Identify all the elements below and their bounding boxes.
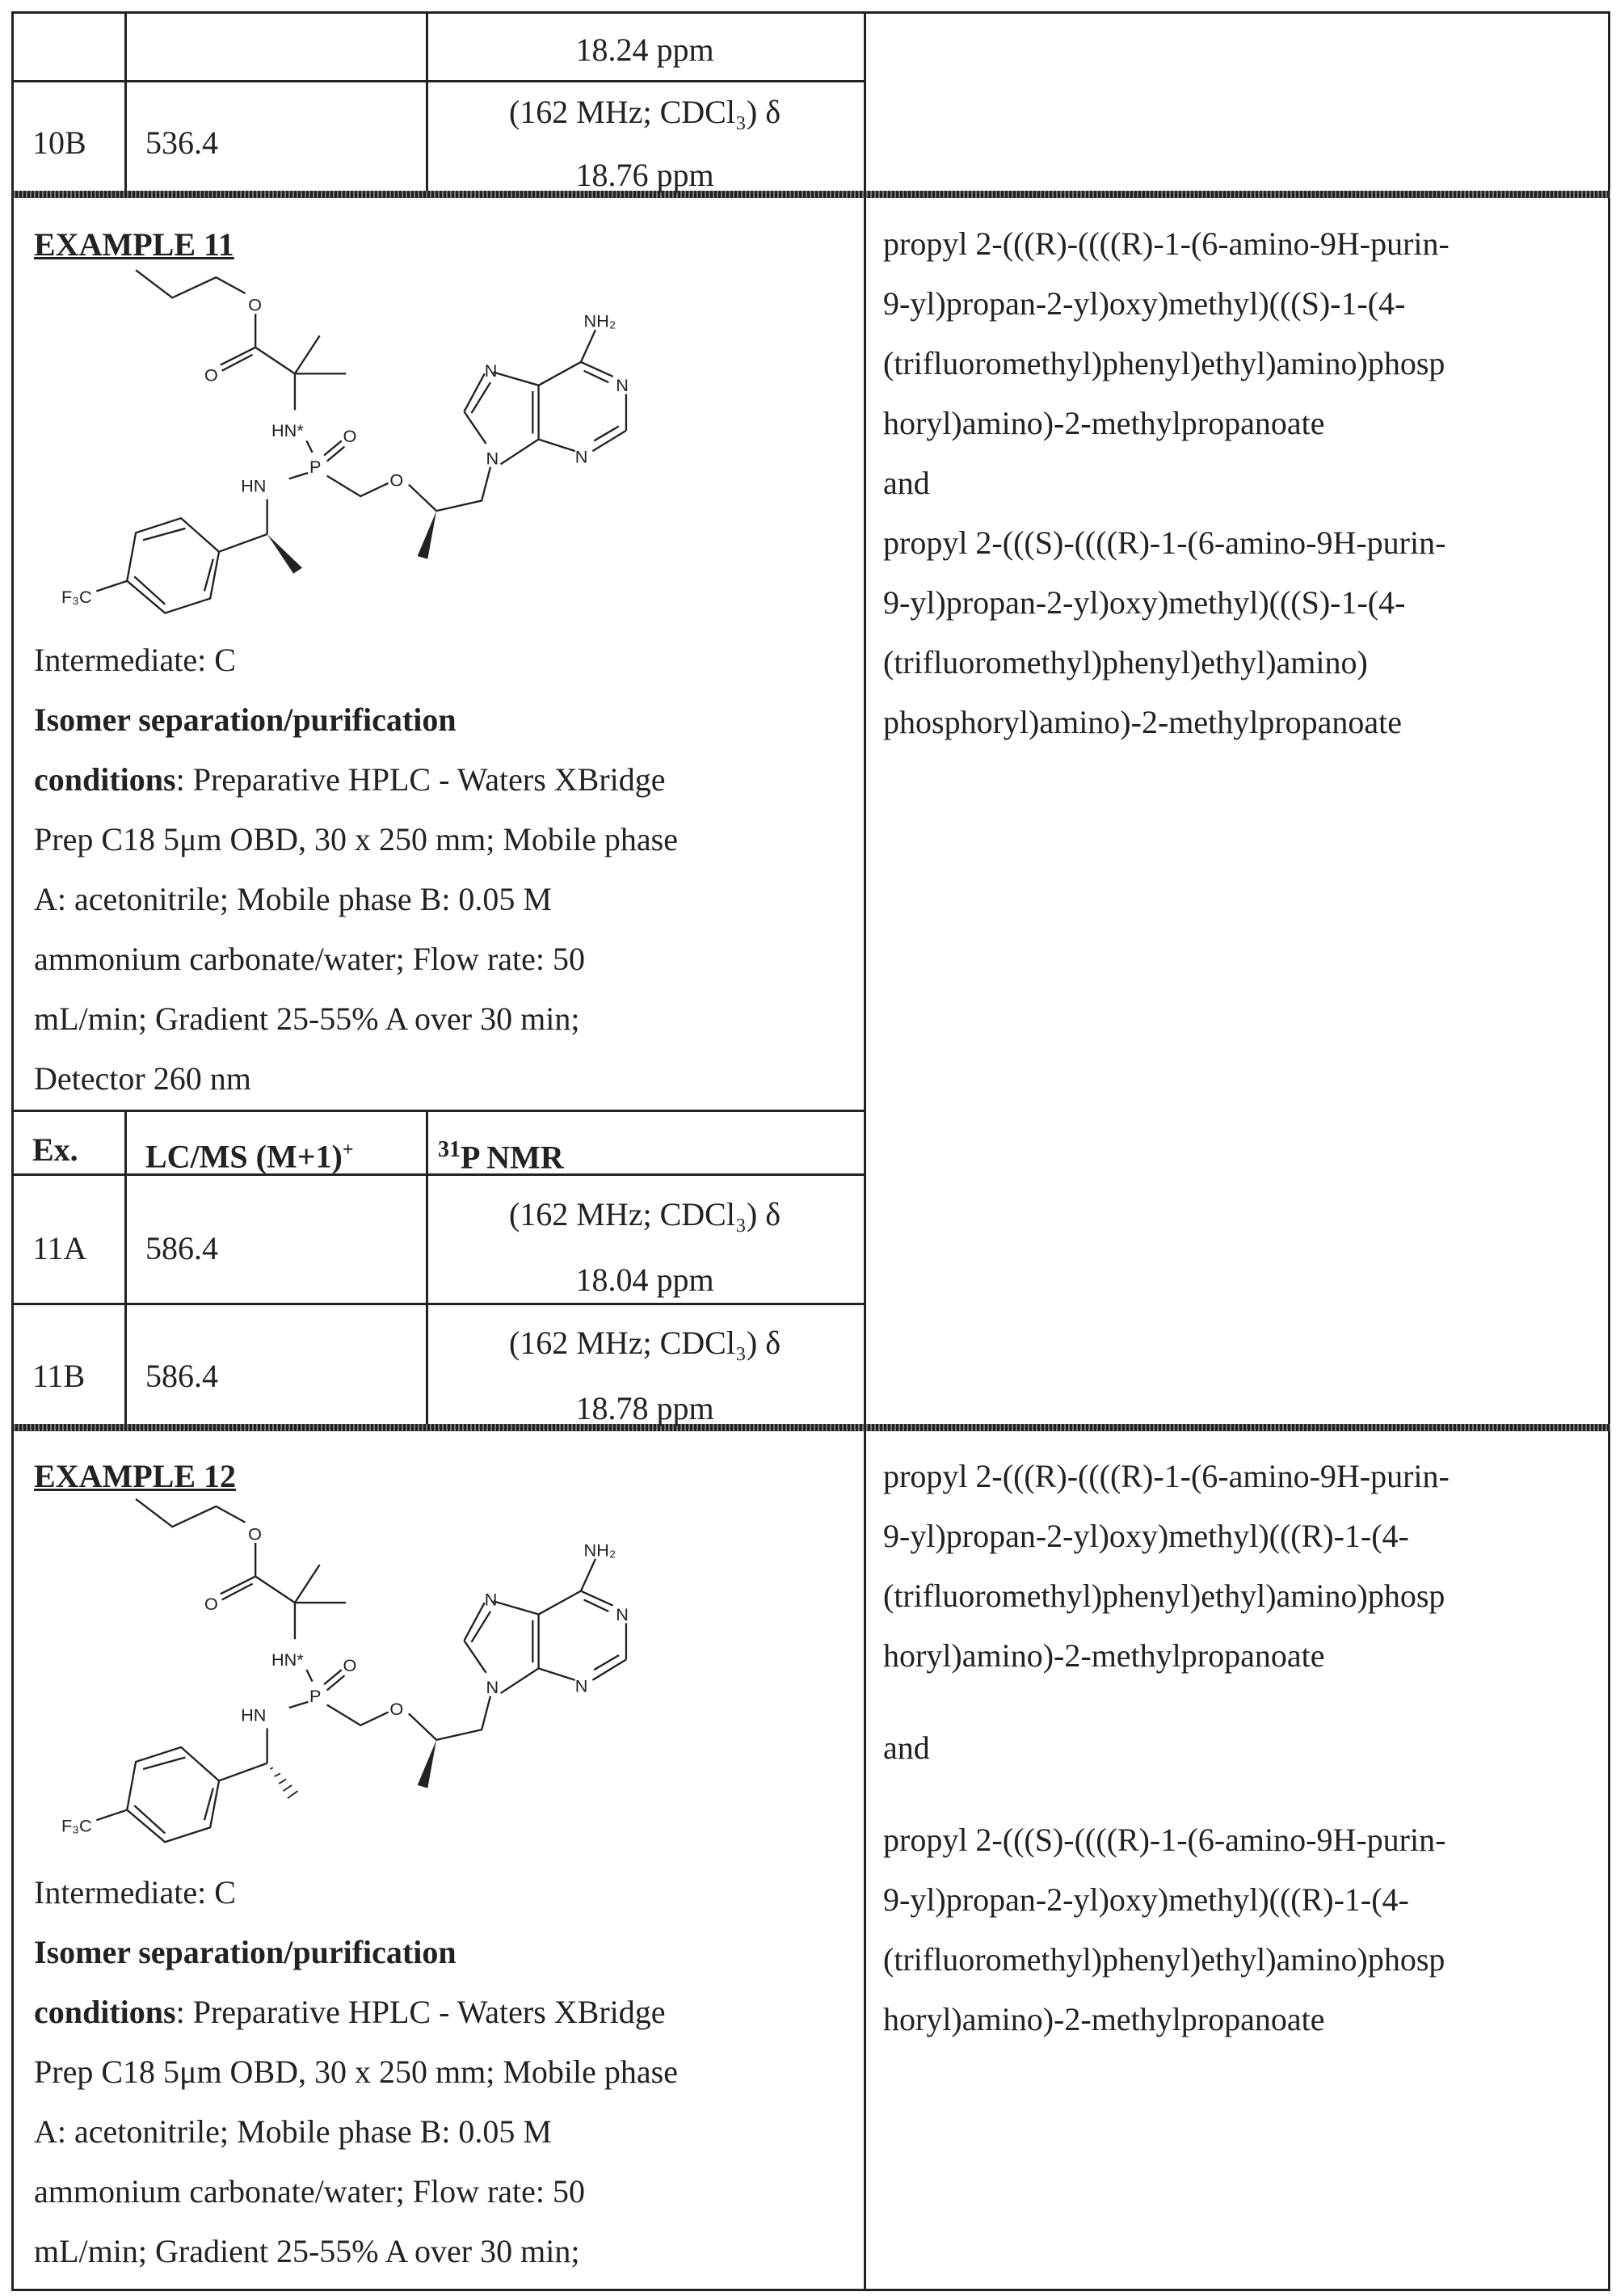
atom-label: P (309, 1686, 321, 1706)
name-line: horyl)amino)-2-methylpropanoate (883, 1990, 1450, 2050)
conditions-text: A: acetonitrile; Mobile phase B: 0.05 M (34, 870, 678, 929)
atom-label: F₃C (61, 1816, 92, 1836)
conditions-text: Prep C18 5μm OBD, 30 x 250 mm; Mobile phase (34, 2042, 678, 2102)
name-line: (trifluoromethyl)phenyl)ethyl)amino)phosp (883, 1566, 1450, 1626)
intermediate-label: Intermediate: C (34, 1863, 678, 1923)
atom-label: HN* (271, 1649, 304, 1670)
atom-label: O (204, 1594, 218, 1614)
name-line: 9-yl)propan-2-yl)oxy)methyl)(((R)-1-(4- (883, 1506, 1450, 1566)
conditions-heading: Isomer separation/purification (34, 1923, 678, 1982)
atom-label: HN (241, 476, 266, 496)
name-line: (trifluoromethyl)phenyl)ethyl)amino) (883, 633, 1450, 693)
structure-example-12 (61, 1499, 629, 1842)
intermediate-label: Intermediate: C (34, 630, 678, 690)
atom-label: O (204, 364, 218, 385)
conditions-text: : Preparative HPLC - Waters XBridge (176, 761, 666, 798)
conditions-text: : Preparative HPLC - Waters XBridge (176, 1994, 666, 2030)
conditions-text: ammonium carbonate/water; Flow rate: 50 (34, 2162, 678, 2222)
atom-label: NH₂ (584, 311, 616, 331)
example-title: EXAMPLE 11 (34, 215, 234, 275)
nmr-conditions: (162 MHz; CDCl₃) δ (426, 1185, 864, 1245)
nmr-value: 18.76 ppm (426, 145, 864, 205)
example-id: 10B (32, 113, 86, 173)
atom-label: N (616, 1604, 629, 1624)
example-title: EXAMPLE 12 (34, 1447, 236, 1506)
wedge-bond (418, 1740, 436, 1788)
atom-label: N (485, 1590, 498, 1610)
wedge-bond (418, 511, 436, 559)
atom-label: HN (241, 1704, 266, 1725)
name-line: (trifluoromethyl)phenyl)ethyl)amino)phosp (883, 334, 1450, 394)
atom-label: O (343, 1655, 357, 1675)
structure-example-11 (61, 270, 629, 613)
name-line: and (883, 1718, 1450, 1778)
name-line: phosphoryl)amino)-2-methylpropanoate (883, 693, 1450, 752)
nmr-conditions: (162 MHz; CDCl₃) δ (426, 1313, 864, 1373)
atom-label: N (575, 1675, 588, 1696)
name-line: horyl)amino)-2-methylpropanoate (883, 1626, 1450, 1686)
atom-label: N (486, 448, 499, 468)
conditions-heading: Isomer separation/purification (34, 690, 678, 750)
chemical-structures (0, 0, 1620, 2296)
nmr-conditions: (162 MHz; CDCl₃) δ (426, 82, 864, 142)
name-line: propyl 2-(((S)-((((R)-1-(6-amino-9H-purin- (883, 1810, 1450, 1870)
atom-label: N (575, 447, 588, 467)
name-line: 9-yl)propan-2-yl)oxy)methyl)(((R)-1-(4- (883, 1870, 1450, 1930)
name-line: 9-yl)propan-2-yl)oxy)methyl)(((S)-1-(4- (883, 573, 1450, 633)
atom-label: F₃C (61, 587, 92, 607)
atom-label: N (616, 375, 629, 395)
example-id: 11B (32, 1346, 85, 1406)
conditions-text: mL/min; Gradient 25‑55% A over 30 min; (34, 2222, 678, 2281)
header-nmr-sup: 31 (438, 1137, 461, 1162)
name-line: and (883, 453, 1450, 513)
example-id: 11A (32, 1219, 86, 1279)
hashed-bond (270, 1767, 297, 1798)
atom-label: HN* (271, 420, 304, 440)
lcms-value: 586.4 (145, 1346, 218, 1406)
header-lcms-sup: + (343, 1140, 354, 1161)
atom-label: O (343, 426, 357, 446)
conditions-heading: conditions (34, 761, 176, 798)
lcms-value: 586.4 (145, 1219, 218, 1279)
name-line: horyl)amino)-2-methylpropanoate (883, 394, 1450, 453)
atom-label: O (389, 1699, 403, 1719)
wedge-bond (267, 534, 302, 574)
conditions-text: A: acetonitrile; Mobile phase B: 0.05 M (34, 2102, 678, 2162)
lcms-value: 536.4 (145, 113, 218, 173)
nmr-value: 18.78 ppm (426, 1379, 864, 1439)
name-line: propyl 2-(((S)-((((R)-1-(6-amino-9H-purin- (883, 513, 1450, 573)
nmr-value: 18.04 ppm (426, 1250, 864, 1310)
conditions-text: Detector 260 nm (34, 1049, 678, 1109)
atom-label: P (309, 457, 321, 477)
atom-label: O (248, 295, 262, 315)
atom-label: O (248, 1523, 262, 1544)
atom-label: N (485, 360, 498, 381)
header-lcms-text: LC/MS (M+1) (145, 1138, 343, 1174)
nmr-value: 18.24 ppm (426, 20, 864, 80)
atom-label: N (486, 1677, 499, 1697)
conditions-text: ammonium carbonate/water; Flow rate: 50 (34, 929, 678, 989)
header-ex: Ex. (32, 1120, 78, 1180)
atom-label: O (389, 470, 403, 490)
name-line: 9-yl)propan-2-yl)oxy)methyl)(((S)-1-(4- (883, 274, 1450, 334)
conditions-text: mL/min; Gradient 25‑55% A over 30 min; (34, 989, 678, 1049)
name-line: propyl 2-(((R)-((((R)-1-(6-amino-9H-purin- (883, 214, 1450, 274)
atom-label: NH₂ (584, 1540, 616, 1560)
name-line: (trifluoromethyl)phenyl)ethyl)amino)phosp (883, 1930, 1450, 1990)
conditions-text: Prep C18 5μm OBD, 30 x 250 mm; Mobile phase (34, 810, 678, 870)
conditions-heading: conditions (34, 1994, 176, 2030)
header-nmr-text: P NMR (461, 1139, 564, 1175)
name-line: propyl 2-(((R)-((((R)-1-(6-amino-9H-purin- (883, 1447, 1450, 1506)
